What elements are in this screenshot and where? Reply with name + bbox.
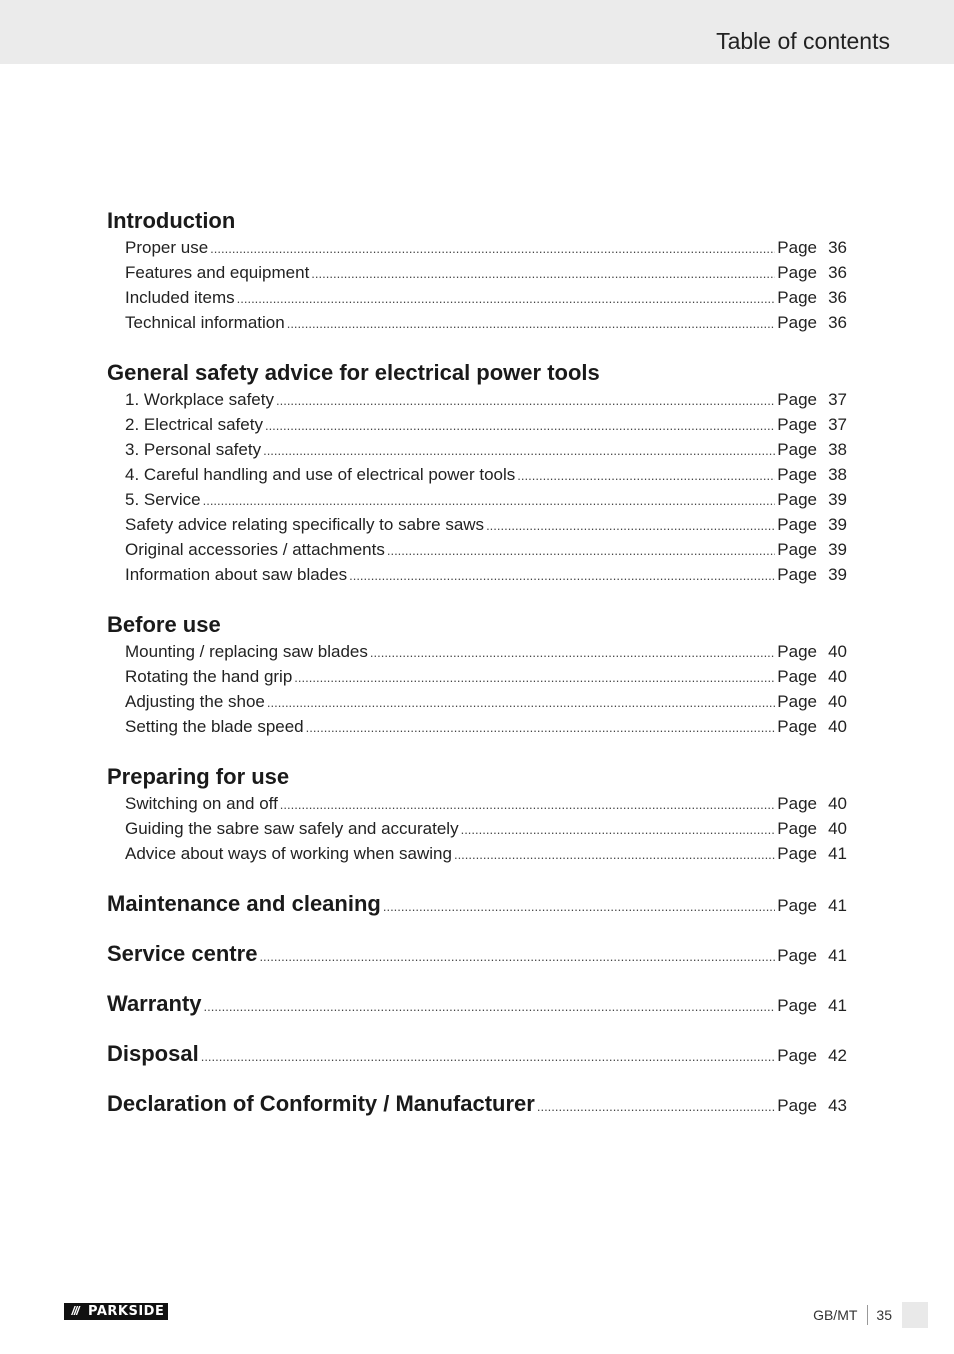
page-number: 41	[828, 896, 847, 915]
page-number: 36	[828, 288, 847, 307]
toc-entry[interactable]	[107, 791, 847, 816]
heading-entry-label: Declaration of Conformity / Manufacturer	[107, 1091, 535, 1116]
page-word: Page	[777, 263, 817, 282]
toc-heading-entry[interactable]	[107, 890, 847, 918]
toc-entry[interactable]	[107, 714, 847, 739]
page-tab-box	[902, 1302, 928, 1328]
page-word: Page	[777, 313, 817, 332]
page-word: Page	[777, 515, 817, 534]
page-number: 38	[828, 465, 847, 484]
page-word: Page	[777, 996, 817, 1015]
page-number: 41	[828, 844, 847, 863]
toc-entry[interactable]	[107, 437, 847, 462]
entry-label: Mounting / replacing saw blades	[125, 642, 368, 661]
page-number: 41	[828, 946, 847, 965]
page-word: Page	[777, 440, 817, 459]
dot-leader	[349, 563, 775, 588]
table-of-contents	[107, 207, 847, 1140]
dot-leader	[383, 893, 775, 921]
entry-label: Safety advice relating specifically to sabre saws	[125, 515, 485, 534]
toc-entry[interactable]	[107, 816, 847, 841]
dot-leader	[204, 993, 776, 1021]
heading-entry-label: Disposal	[107, 1041, 199, 1066]
parkside-logo	[64, 1303, 168, 1320]
toc-entry[interactable]	[107, 487, 847, 512]
page-word: Page	[777, 390, 817, 409]
page-word: Page	[777, 238, 817, 257]
entry-label: Advice about ways of working when sawing	[125, 844, 452, 863]
page-number: 37	[828, 415, 847, 434]
page-number: 40	[828, 717, 847, 736]
toc-section-introduction	[107, 207, 847, 335]
page-word: Page	[777, 896, 817, 915]
logo-text: PARKSIDE	[86, 1303, 168, 1320]
page-word: Page	[777, 692, 817, 711]
entry-label: Original accessories / attachments	[125, 540, 385, 559]
toc-entry[interactable]	[107, 537, 847, 562]
section-heading[interactable]: General safety advice for electrical power tools	[107, 360, 600, 385]
dot-leader	[276, 388, 775, 413]
language-code: GB/MT	[813, 1307, 858, 1323]
section-heading[interactable]: Introduction	[107, 208, 236, 233]
entry-label: 1. Workplace safety	[125, 390, 274, 409]
entry-label: Information about saw blades	[125, 565, 348, 584]
page-number: 39	[828, 540, 847, 559]
page-number: 43	[828, 1096, 847, 1115]
dot-leader	[486, 513, 775, 538]
page-word: Page	[777, 1096, 817, 1115]
heading-entry-label: Maintenance and cleaning	[107, 891, 381, 916]
page-number: 40	[828, 819, 847, 838]
page-number: 40	[828, 642, 847, 661]
toc-entry[interactable]	[107, 260, 847, 285]
entry-label: Technical information	[125, 313, 285, 332]
toc-entry[interactable]	[107, 639, 847, 664]
page-number: 37	[828, 390, 847, 409]
entry-list	[107, 235, 847, 335]
page-number: 41	[828, 996, 847, 1015]
page-number: 40	[828, 667, 847, 686]
page-word: Page	[777, 565, 817, 584]
toc-section-before-use	[107, 611, 847, 739]
dot-leader	[370, 640, 775, 665]
footer-page-number: 35	[876, 1307, 892, 1323]
page-number: 39	[828, 490, 847, 509]
entry-label: Guiding the sabre saw safely and accurately	[125, 819, 459, 838]
heading-entry-label: Warranty	[107, 991, 202, 1016]
toc-entry[interactable]	[107, 689, 847, 714]
dot-leader	[210, 236, 775, 261]
page-word: Page	[777, 819, 817, 838]
toc-entry[interactable]	[107, 512, 847, 537]
page-number: 36	[828, 313, 847, 332]
toc-entry[interactable]	[107, 462, 847, 487]
dot-leader	[537, 1093, 775, 1121]
page-word: Page	[777, 844, 817, 863]
dot-leader	[265, 413, 775, 438]
page-word: Page	[777, 717, 817, 736]
toc-entry[interactable]	[107, 841, 847, 866]
section-heading[interactable]: Before use	[107, 612, 221, 637]
dot-leader	[267, 690, 775, 715]
page-number: 36	[828, 263, 847, 282]
page-word: Page	[777, 667, 817, 686]
entry-label: 2. Electrical safety	[125, 415, 263, 434]
entry-label: Switching on and off	[125, 794, 278, 813]
footer-page-info	[813, 1302, 928, 1328]
page-word: Page	[777, 465, 817, 484]
page-word: Page	[777, 415, 817, 434]
toc-entry[interactable]	[107, 664, 847, 689]
page-number: 39	[828, 515, 847, 534]
toc-heading-entry[interactable]	[107, 1040, 847, 1068]
page-number: 40	[828, 692, 847, 711]
toc-entry[interactable]	[107, 310, 847, 335]
entry-label: 5. Service	[125, 490, 201, 509]
toc-section-general-safety	[107, 359, 847, 587]
entry-label: Included items	[125, 288, 235, 307]
entry-label: Proper use	[125, 238, 209, 257]
page-word: Page	[777, 794, 817, 813]
logo-slashes: ///	[64, 1303, 86, 1320]
page-number: 42	[828, 1046, 847, 1065]
toc-entry[interactable]	[107, 235, 847, 260]
page-word: Page	[777, 946, 817, 965]
dot-leader	[461, 817, 776, 842]
toc-entry[interactable]	[107, 562, 847, 587]
dot-leader	[201, 1043, 776, 1071]
dot-leader	[237, 286, 776, 311]
dot-leader	[306, 715, 776, 740]
entry-label: Rotating the hand grip	[125, 667, 293, 686]
toc-entry[interactable]	[107, 412, 847, 437]
section-heading[interactable]: Preparing for use	[107, 764, 290, 789]
toc-section-preparing-for-use	[107, 763, 847, 866]
page-word: Page	[777, 540, 817, 559]
entry-label: Features and equipment	[125, 263, 310, 282]
dot-leader	[517, 463, 775, 488]
page-word: Page	[777, 288, 817, 307]
toc-heading-entry[interactable]	[107, 940, 847, 968]
dot-leader	[287, 311, 776, 336]
entry-label: Adjusting the shoe	[125, 692, 265, 711]
dot-leader	[263, 438, 775, 463]
heading-entry-label: Service centre	[107, 941, 258, 966]
page-number: 39	[828, 565, 847, 584]
dot-leader	[454, 842, 775, 867]
entry-label: 4. Careful handling and use of electrical power tools	[125, 465, 516, 484]
dot-leader	[259, 943, 775, 971]
toc-entry[interactable]	[107, 285, 847, 310]
page-word: Page	[777, 490, 817, 509]
toc-entry[interactable]	[107, 387, 847, 412]
page-word: Page	[777, 642, 817, 661]
page-number: 38	[828, 440, 847, 459]
page-title: Table of contents	[716, 28, 890, 54]
dot-leader	[203, 488, 776, 513]
entry-label: Setting the blade speed	[125, 717, 304, 736]
entry-label: 3. Personal safety	[125, 440, 262, 459]
toc-heading-entry[interactable]	[107, 1090, 847, 1118]
entry-list	[107, 639, 847, 739]
page-word: Page	[777, 1046, 817, 1065]
dot-leader	[294, 665, 775, 690]
toc-heading-entry[interactable]	[107, 990, 847, 1018]
dot-leader	[387, 538, 775, 563]
entry-list	[107, 791, 847, 866]
dot-leader	[280, 792, 776, 817]
page-number: 36	[828, 238, 847, 257]
header-band	[0, 0, 954, 64]
dot-leader	[311, 261, 775, 286]
entry-list	[107, 387, 847, 587]
page-number: 40	[828, 794, 847, 813]
